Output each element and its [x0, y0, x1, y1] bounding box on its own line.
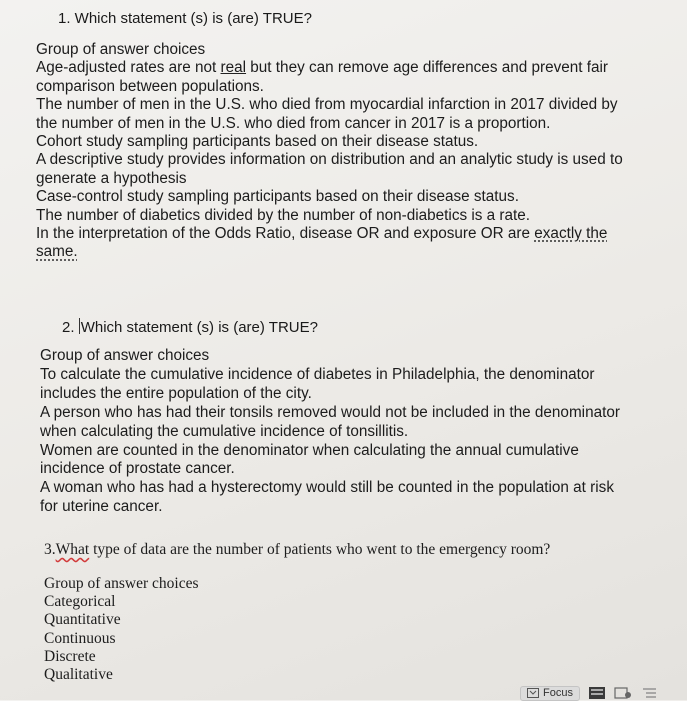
- print-layout-icon[interactable]: [588, 687, 606, 699]
- choice-mi-proportion-cont[interactable]: the number of men in the U.S. who died from cancer in 2017 is a proportion.: [36, 114, 551, 132]
- choice-tonsils[interactable]: A person who has had their tonsils removed would not be included in the denominator: [40, 403, 620, 421]
- question-2-title: 2. Which statement (s) is (are) TRUE?: [62, 319, 318, 336]
- choice-descriptive[interactable]: A descriptive study provides information on distribution and an analytic study is used to: [36, 151, 623, 169]
- choice-hysterectomy[interactable]: A woman who has had a hysterectomy would still be counted in the population at risk: [40, 479, 614, 497]
- choice-diabetes-philadelphia[interactable]: To calculate the cumulative incidence of diabetes in Philadelphia, the denominator: [40, 365, 595, 383]
- question-3: [44, 541, 550, 684]
- group-label: Group of answer choices: [36, 41, 206, 58]
- choice-quantitative[interactable]: Quantitative: [44, 611, 121, 629]
- taskbar: [520, 686, 687, 700]
- choice-diabetics-rate[interactable]: The number of diabetics divided by the number of non-diabetics is a rate.: [36, 206, 531, 224]
- choice-hysterectomy-cont[interactable]: for uterine cancer.: [40, 498, 163, 516]
- outline-view-icon[interactable]: [640, 687, 658, 699]
- choice-descriptive-cont[interactable]: generate a hypothesis: [36, 169, 187, 187]
- web-layout-icon[interactable]: [614, 687, 632, 699]
- question-1-title: 1. Which statement (s) is (are) TRUE?: [58, 10, 312, 27]
- group-label: Group of answer choices: [40, 347, 210, 364]
- question-1: [36, 10, 623, 262]
- question-3-title: 3.What type of data are the number of patients who went to the emergency room?: [44, 541, 551, 558]
- question-2: [40, 318, 620, 517]
- choice-continuous[interactable]: Continuous: [44, 629, 116, 647]
- question-3-choices: [44, 575, 550, 684]
- choice-age-adjusted-cont[interactable]: comparison between populations.: [36, 77, 264, 95]
- question-1-choices: [36, 41, 623, 262]
- choice-diabetes-philadelphia-cont[interactable]: includes the entire population of the city.: [40, 384, 312, 402]
- choice-discrete[interactable]: Discrete: [44, 647, 96, 665]
- choice-case-control[interactable]: Case-control study sampling participants based on their disease status.: [36, 188, 519, 206]
- choice-prostate-cont[interactable]: incidence of prostate cancer.: [40, 460, 235, 478]
- focus-icon: [527, 688, 539, 698]
- choice-odds-ratio-cont[interactable]: same.: [36, 243, 78, 261]
- focus-button[interactable]: Focus: [520, 686, 580, 701]
- choice-qualitative[interactable]: Qualitative: [44, 666, 113, 684]
- text-cursor: [79, 318, 80, 334]
- choice-prostate[interactable]: Women are counted in the denominator when calculating the annual cumulative: [40, 441, 579, 459]
- choice-mi-proportion[interactable]: The number of men in the U.S. who died from myocardial infarction in 2017 divided by: [36, 96, 618, 114]
- choice-cohort[interactable]: Cohort study sampling participants based on their disease status.: [36, 133, 479, 151]
- group-label: Group of answer choices: [44, 575, 199, 592]
- question-2-choices: [40, 347, 620, 517]
- choice-tonsils-cont[interactable]: when calculating the cumulative incidence of tonsillitis.: [40, 422, 409, 440]
- choice-age-adjusted[interactable]: Age-adjusted rates are not real but they can remove age differences and prevent fair: [36, 59, 609, 77]
- choice-odds-ratio[interactable]: In the interpretation of the Odds Ratio, disease OR and exposure OR are exactly the: [36, 225, 608, 243]
- choice-categorical[interactable]: Categorical: [44, 593, 116, 611]
